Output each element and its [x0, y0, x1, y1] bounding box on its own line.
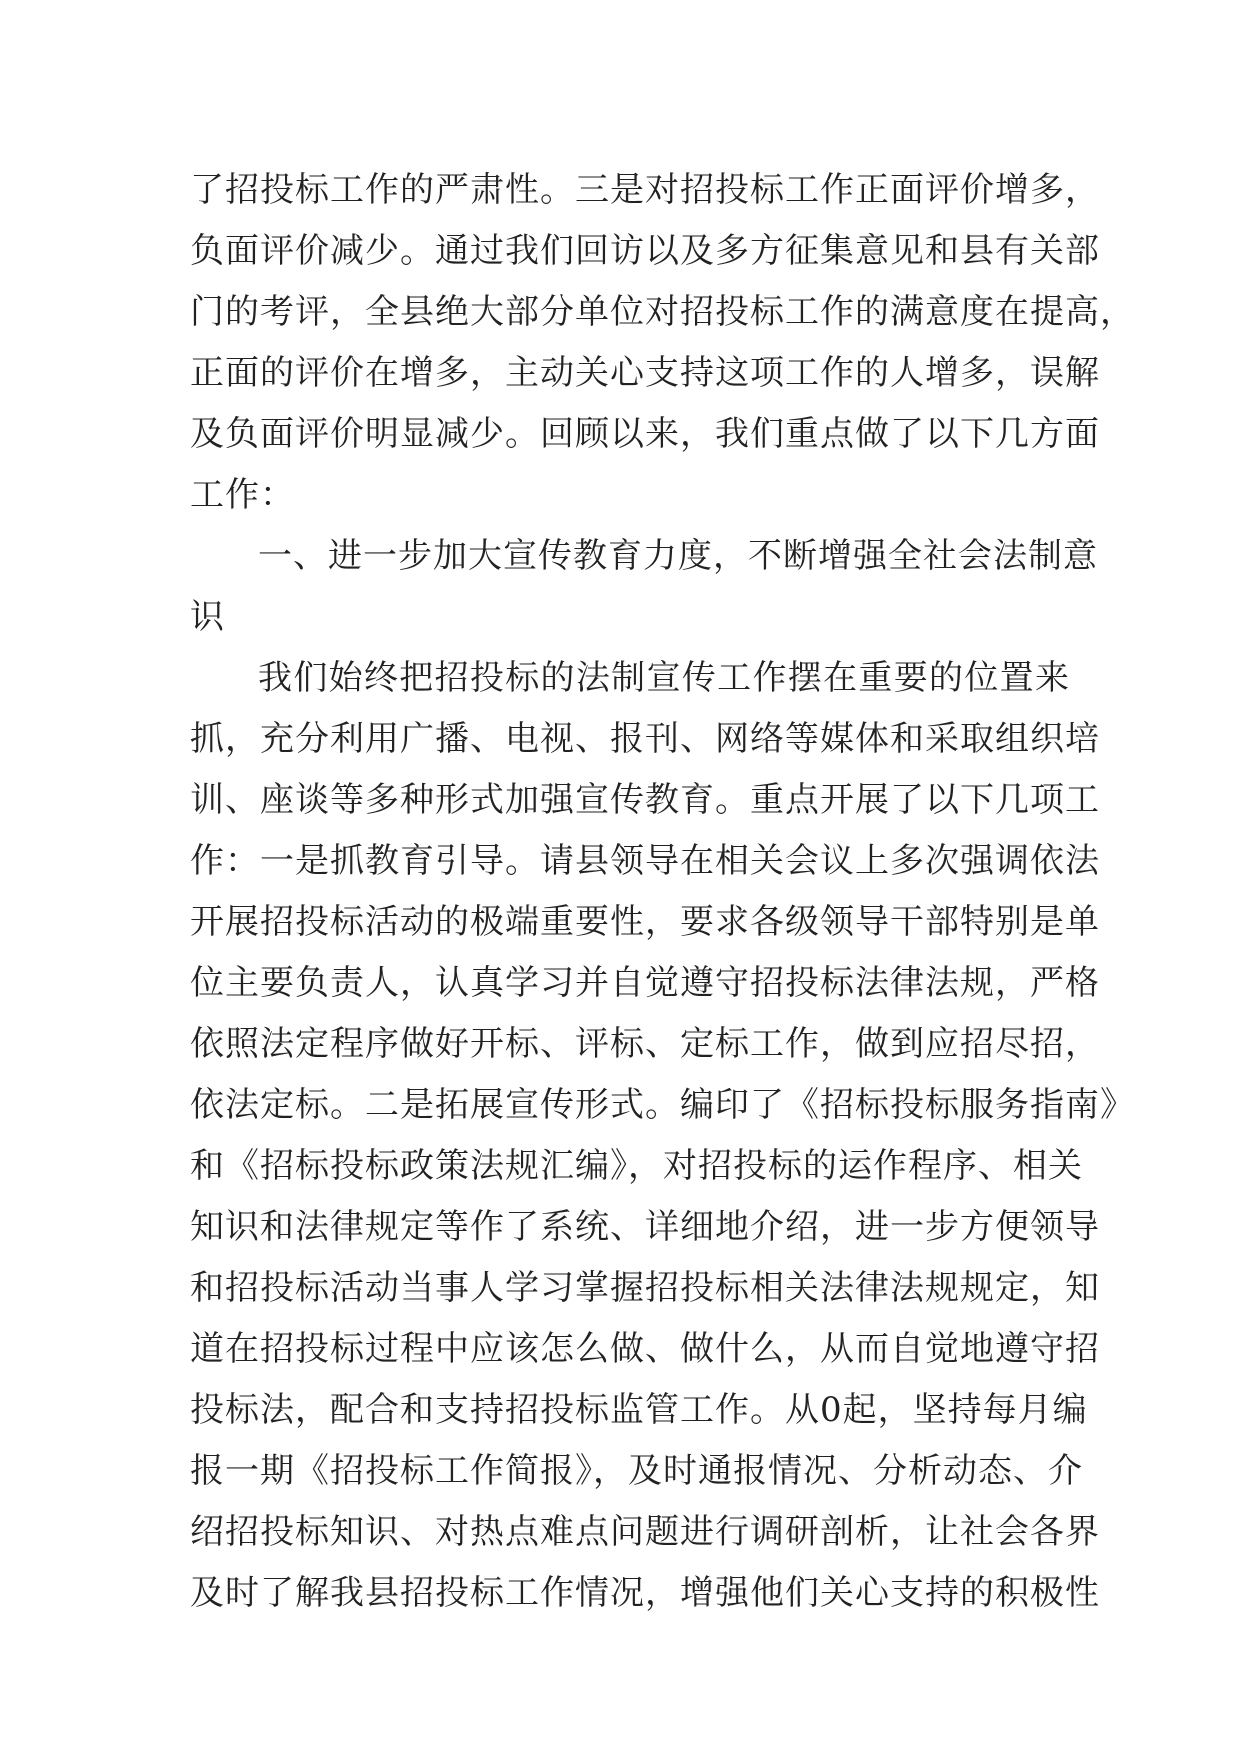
text-line: 门的考评，全县绝大部分单位对招投标工作的满意度在提高， — [190, 292, 1135, 332]
text-line: 及时了解我县招投标工作情况，增强他们关心支持的积极性 — [190, 1573, 1100, 1613]
text-line: 作：一是抓教育引导。请县领导在相关会议上多次强调依法 — [190, 841, 1100, 881]
text-line: 及负面评价明显减少。回顾以来，我们重点做了以下几方面 — [190, 414, 1100, 454]
text-line: 绍招投标知识、对热点难点问题进行调研剖析，让社会各界 — [190, 1512, 1100, 1552]
text-line: 开展招投标活动的极端重要性，要求各级领导干部特别是单 — [190, 902, 1100, 942]
text-line: 和招投标活动当事人学习掌握招投标相关法律法规规定，知 — [190, 1268, 1100, 1308]
text-line: 报一期《招投标工作简报》，及时通报情况、分析动态、介 — [190, 1451, 1083, 1491]
text-line: 位主要负责人，认真学习并自觉遵守招投标法律法规，严格 — [190, 963, 1100, 1003]
text-line: 正面的评价在增多，主动关心支持这项工作的人增多，误解 — [190, 353, 1100, 393]
text-line: 一、进一步加大宣传教育力度，不断增强全社会法制意 — [258, 536, 1098, 576]
text-line: 了招投标工作的严肃性。三是对招投标工作正面评价增多， — [190, 170, 1100, 210]
body-text — [190, 160, 1135, 1624]
text-line: 训、座谈等多种形式加强宣传教育。重点开展了以下几项工 — [190, 780, 1100, 820]
text-line: 依照法定程序做好开标、评标、定标工作，做到应招尽招， — [190, 1024, 1100, 1064]
text-line: 投标法，配合和支持招投标监管工作。从0起，坚持每月编 — [190, 1390, 1088, 1430]
text-line: 抓，充分利用广播、电视、报刊、网络等媒体和采取组织培 — [190, 719, 1100, 759]
text-line: 负面评价减少。通过我们回访以及多方征集意见和县有关部 — [190, 231, 1100, 271]
text-line: 识 — [190, 597, 225, 637]
text-line: 依法定标。二是拓展宣传形式。编印了《招标投标服务指南》 — [190, 1085, 1135, 1125]
text-line: 道在招投标过程中应该怎么做、做什么，从而自觉地遵守招 — [190, 1329, 1100, 1369]
text-line: 工作： — [190, 475, 295, 515]
text-line: 我们始终把招投标的法制宣传工作摆在重要的位置来 — [258, 658, 1070, 698]
text-line: 和《招标投标政策法规汇编》，对招投标的运作程序、相关 — [190, 1146, 1083, 1186]
text-line: 知识和法律规定等作了系统、详细地介绍，进一步方便领导 — [190, 1207, 1100, 1247]
